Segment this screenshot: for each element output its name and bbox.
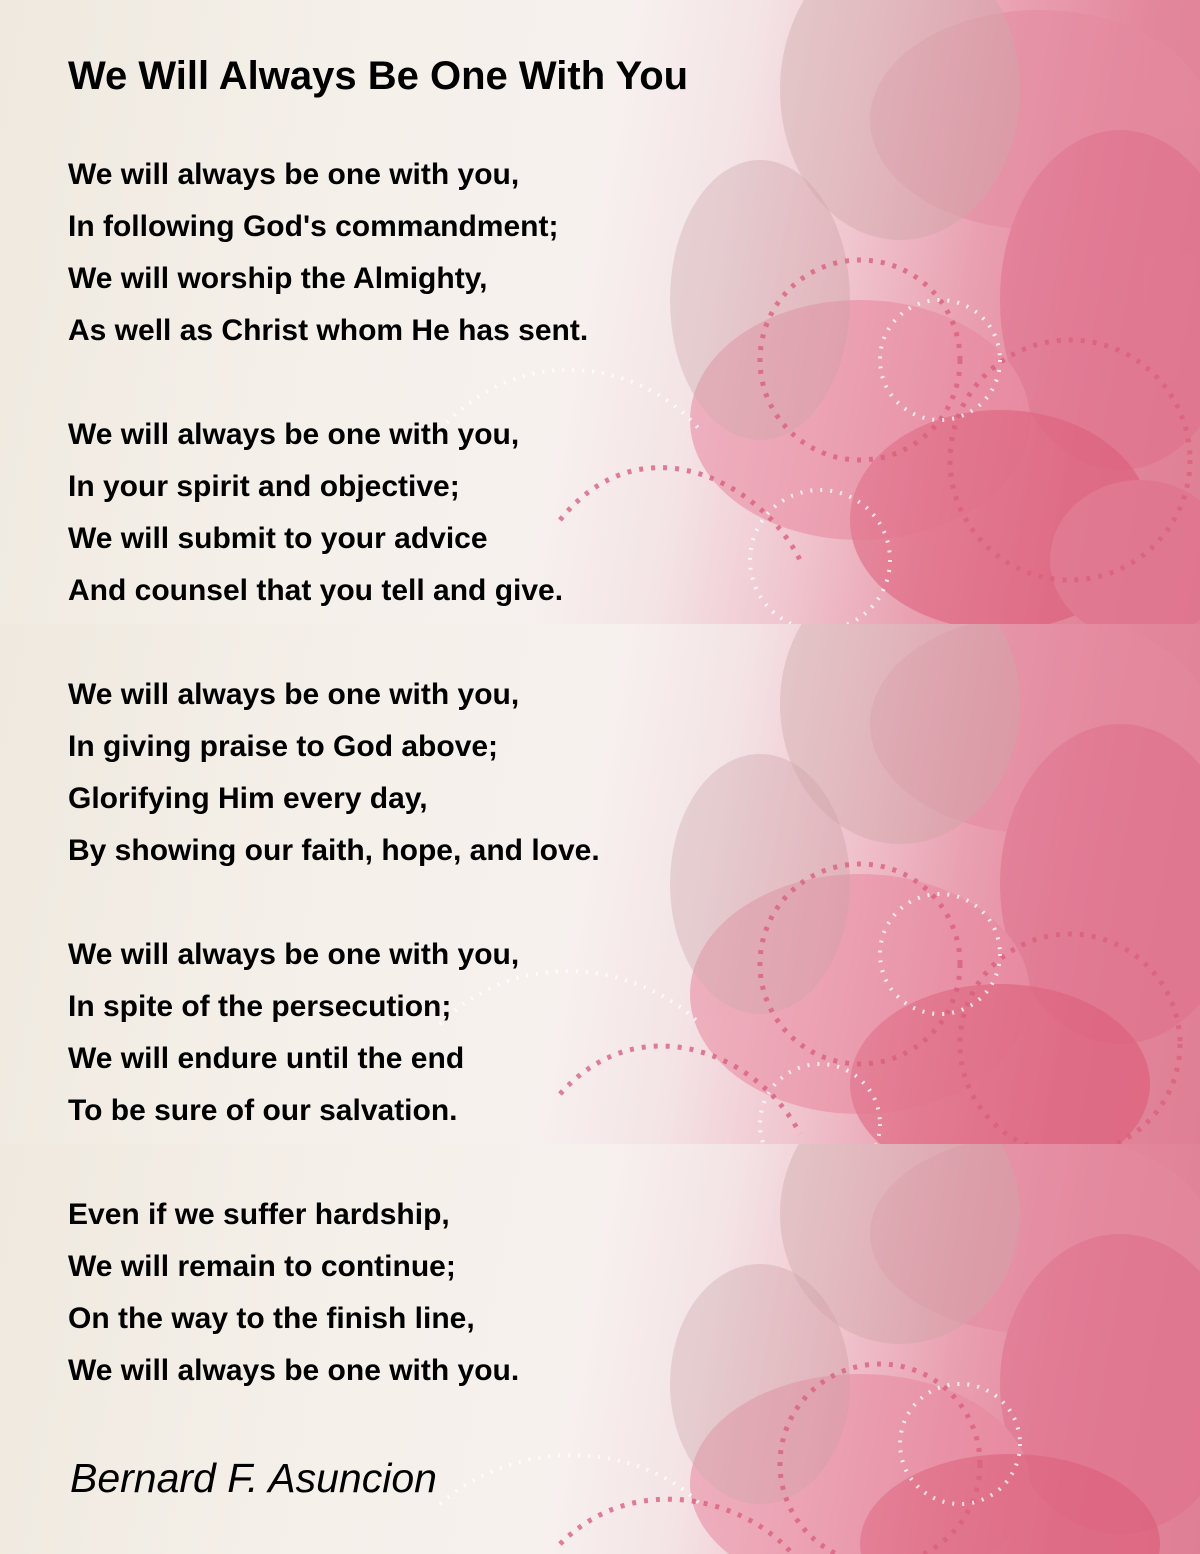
poem-line: And counsel that you tell and give. xyxy=(68,574,564,607)
poem-line: We will remain to continue; xyxy=(68,1250,456,1283)
poem-line: On the way to the finish line, xyxy=(68,1302,475,1335)
poem-line: Even if we suffer hardship, xyxy=(68,1198,450,1231)
poem-line: In spite of the persecution; xyxy=(68,990,452,1023)
poem-line: We will always be one with you, xyxy=(68,418,520,451)
poem-line: We will worship the Almighty, xyxy=(68,262,488,295)
poem-line: Glorifying Him every day, xyxy=(68,782,428,815)
stanza xyxy=(68,1189,519,1397)
poem-title: We Will Always Be One With You xyxy=(68,54,689,98)
poem-line: By showing our faith, hope, and love. xyxy=(68,834,600,867)
stanza xyxy=(68,409,563,617)
stanza xyxy=(68,669,600,877)
poem-line: We will always be one with you, xyxy=(68,938,520,971)
stanza xyxy=(68,149,588,357)
poem-line: We will submit to your advice xyxy=(68,522,488,555)
poem-line: We will always be one with you, xyxy=(68,158,520,191)
poem-line: To be sure of our salvation. xyxy=(68,1094,458,1127)
poem-line: We will always be one with you. xyxy=(68,1354,520,1387)
poem-line: In your spirit and objective; xyxy=(68,470,460,503)
poem-line: We will endure until the end xyxy=(68,1042,465,1075)
poem-line: We will always be one with you, xyxy=(68,678,520,711)
stanza xyxy=(68,929,519,1137)
poem-line: In giving praise to God above; xyxy=(68,730,499,763)
poem-line: In following God's commandment; xyxy=(68,210,559,243)
poem-author: Bernard F. Asuncion xyxy=(70,1455,437,1501)
poem-line: As well as Christ whom He has sent. xyxy=(68,314,589,347)
